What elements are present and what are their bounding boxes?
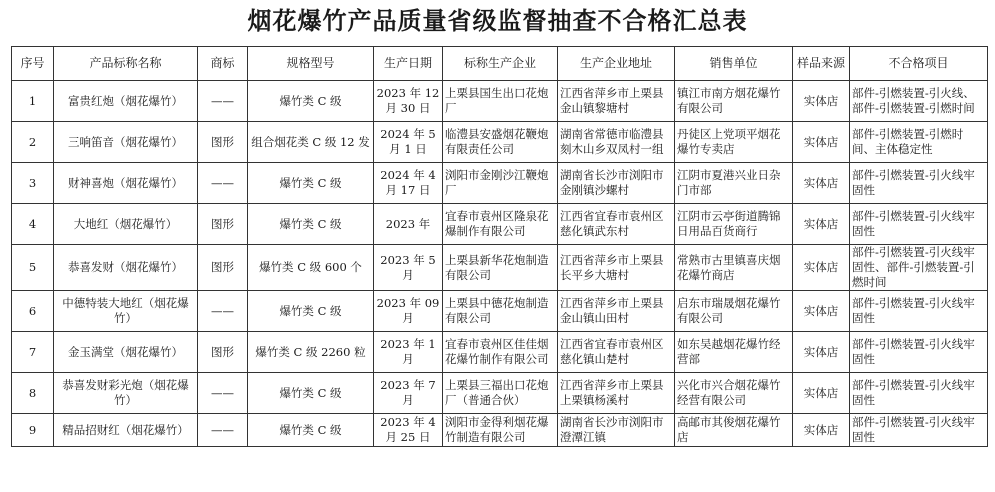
table-cell: 启东市瑞晟烟花爆竹有限公司 bbox=[675, 291, 793, 332]
table-cell: 2023 年 4 月 25 日 bbox=[374, 414, 443, 447]
table-cell: 2024 年 5 月 1 日 bbox=[374, 122, 443, 163]
table-cell: 宜春市袁州区佳佳烟花爆竹制作有限公司 bbox=[443, 332, 558, 373]
table-cell: —— bbox=[198, 373, 248, 414]
table-row bbox=[12, 332, 988, 373]
table-cell: 图形 bbox=[198, 332, 248, 373]
header-cell: 序号 bbox=[12, 47, 54, 81]
header-cell: 产品标称名称 bbox=[54, 47, 198, 81]
table-cell: 丹徒区上党项平烟花爆竹专卖店 bbox=[675, 122, 793, 163]
table-cell: 常熟市古里镇喜庆烟花爆竹商店 bbox=[675, 245, 793, 291]
table-cell: 图形 bbox=[198, 245, 248, 291]
table-cell: —— bbox=[198, 163, 248, 204]
nonconforming-summary-table bbox=[11, 46, 988, 447]
table-row bbox=[12, 291, 988, 332]
table-cell: 2024 年 4 月 17 日 bbox=[374, 163, 443, 204]
table-cell: 图形 bbox=[198, 204, 248, 245]
table-cell: 财神喜炮（烟花爆竹） bbox=[54, 163, 198, 204]
table-header-row bbox=[12, 47, 988, 81]
table-cell: 高邮市其俊烟花爆竹店 bbox=[675, 414, 793, 447]
table-cell: 7 bbox=[12, 332, 54, 373]
table-cell: 恭喜发财（烟花爆竹） bbox=[54, 245, 198, 291]
table-cell: 中德特装大地红（烟花爆竹） bbox=[54, 291, 198, 332]
table-cell: 江阴市夏港兴业日杂门市部 bbox=[675, 163, 793, 204]
table-cell: 江西省宜春市袁州区慈化镇山楚村 bbox=[558, 332, 675, 373]
table-cell: 浏阳市金得利烟花爆竹制造有限公司 bbox=[443, 414, 558, 447]
table-cell: 部件-引燃装置-引火线牢固性、部件-引燃装置-引燃时间 bbox=[850, 245, 988, 291]
table-cell: 上栗县国生出口花炮厂 bbox=[443, 81, 558, 122]
table-cell: 9 bbox=[12, 414, 54, 447]
table-cell: 实体店 bbox=[793, 122, 850, 163]
table-cell: 江西省萍乡市上栗县上栗镇杨溪村 bbox=[558, 373, 675, 414]
table-cell: 上栗县三福出口花炮厂（普通合伙） bbox=[443, 373, 558, 414]
table-cell: 湖南省长沙市浏阳市澄潭江镇 bbox=[558, 414, 675, 447]
table-cell: 精品招财红（烟花爆竹） bbox=[54, 414, 198, 447]
header-cell: 生产企业地址 bbox=[558, 47, 675, 81]
table-cell: 部件-引燃装置-引火线牢固性 bbox=[850, 332, 988, 373]
header-cell: 生产日期 bbox=[374, 47, 443, 81]
table-cell: 图形 bbox=[198, 122, 248, 163]
table-cell: 部件-引燃装置-引火线牢固性 bbox=[850, 163, 988, 204]
table-cell: 江西省萍乡市上栗县金山镇山田村 bbox=[558, 291, 675, 332]
table-cell: 恭喜发财彩光炮（烟花爆竹） bbox=[54, 373, 198, 414]
table-cell: 临澧县安盛烟花鞭炮有限责任公司 bbox=[443, 122, 558, 163]
table-cell: 2023 年 1 月 bbox=[374, 332, 443, 373]
table-cell: 爆竹类 C 级 bbox=[248, 81, 374, 122]
table-cell: 江西省萍乡市上栗县长平乡大塘村 bbox=[558, 245, 675, 291]
table-cell: 实体店 bbox=[793, 81, 850, 122]
table-cell: 宜春市袁州区隆泉花爆制作有限公司 bbox=[443, 204, 558, 245]
table-cell: 6 bbox=[12, 291, 54, 332]
table-cell: 2023 年 12 月 30 日 bbox=[374, 81, 443, 122]
table-cell: 江西省宜春市袁州区慈化镇武东村 bbox=[558, 204, 675, 245]
table-cell: 部件-引燃装置-引燃时间、主体稳定性 bbox=[850, 122, 988, 163]
table-cell: 上栗县新华花炮制造有限公司 bbox=[443, 245, 558, 291]
table-cell: 2023 年 09 月 bbox=[374, 291, 443, 332]
table-cell: 1 bbox=[12, 81, 54, 122]
table-cell: 实体店 bbox=[793, 414, 850, 447]
header-cell: 标称生产企业 bbox=[443, 47, 558, 81]
table-row bbox=[12, 414, 988, 447]
table-cell: 4 bbox=[12, 204, 54, 245]
table-cell: 部件-引燃装置-引火线牢固性 bbox=[850, 291, 988, 332]
table-row bbox=[12, 245, 988, 291]
table-cell: 5 bbox=[12, 245, 54, 291]
table-row bbox=[12, 81, 988, 122]
table-cell: 金玉满堂（烟花爆竹） bbox=[54, 332, 198, 373]
table-cell: 部件-引燃装置-引火线牢固性 bbox=[850, 204, 988, 245]
table-cell: 江阴市云亭街道腾锦日用品百货商行 bbox=[675, 204, 793, 245]
table-cell: 实体店 bbox=[793, 163, 850, 204]
table-cell: 爆竹类 C 级 2260 粒 bbox=[248, 332, 374, 373]
header-cell: 样品来源 bbox=[793, 47, 850, 81]
table-cell: 2 bbox=[12, 122, 54, 163]
table-cell: 实体店 bbox=[793, 245, 850, 291]
table-cell: 实体店 bbox=[793, 291, 850, 332]
table-cell: 大地红（烟花爆竹） bbox=[54, 204, 198, 245]
table-row bbox=[12, 204, 988, 245]
table-cell: 组合烟花类 C 级 12 发 bbox=[248, 122, 374, 163]
header-cell: 商标 bbox=[198, 47, 248, 81]
table-cell: 江西省萍乡市上栗县金山镇黎塘村 bbox=[558, 81, 675, 122]
table-cell: 爆竹类 C 级 bbox=[248, 204, 374, 245]
table-cell: 爆竹类 C 级 600 个 bbox=[248, 245, 374, 291]
table-cell: 如东吴越烟花爆竹经营部 bbox=[675, 332, 793, 373]
table-cell: 爆竹类 C 级 bbox=[248, 163, 374, 204]
header-cell: 不合格项目 bbox=[850, 47, 988, 81]
table-cell: 2023 年 5 月 bbox=[374, 245, 443, 291]
table-cell: 上栗县中德花炮制造有限公司 bbox=[443, 291, 558, 332]
table-cell: 爆竹类 C 级 bbox=[248, 373, 374, 414]
document-title: 烟花爆竹产品质量省级监督抽查不合格汇总表 bbox=[247, 7, 748, 35]
table-cell: 部件-引燃装置-引火线、部件-引燃装置-引燃时间 bbox=[850, 81, 988, 122]
table-cell: 部件-引燃装置-引火线牢固性 bbox=[850, 373, 988, 414]
table-cell: —— bbox=[198, 291, 248, 332]
table-cell: 兴化市兴合烟花爆竹经营有限公司 bbox=[675, 373, 793, 414]
table-cell: 2023 年 bbox=[374, 204, 443, 245]
table-cell: —— bbox=[198, 81, 248, 122]
table-cell: 镇江市南方烟花爆竹有限公司 bbox=[675, 81, 793, 122]
table-cell: 浏阳市金刚沙江鞭炮厂 bbox=[443, 163, 558, 204]
table-cell: 爆竹类 C 级 bbox=[248, 414, 374, 447]
table-cell: 湖南省常德市临澧县刻木山乡双凤村一组 bbox=[558, 122, 675, 163]
table-row bbox=[12, 122, 988, 163]
table-cell: 3 bbox=[12, 163, 54, 204]
table-cell: 三响笛音（烟花爆竹） bbox=[54, 122, 198, 163]
table-cell: 实体店 bbox=[793, 332, 850, 373]
table-row bbox=[12, 163, 988, 204]
header-cell: 规格型号 bbox=[248, 47, 374, 81]
table-cell: —— bbox=[198, 414, 248, 447]
table-cell: 部件-引燃装置-引火线牢固性 bbox=[850, 414, 988, 447]
table-cell: 湖南省长沙市浏阳市金刚镇沙螺村 bbox=[558, 163, 675, 204]
table-cell: 实体店 bbox=[793, 373, 850, 414]
table-row bbox=[12, 373, 988, 414]
table-cell: 2023 年 7 月 bbox=[374, 373, 443, 414]
table-cell: 实体店 bbox=[793, 204, 850, 245]
table-cell: 8 bbox=[12, 373, 54, 414]
table-cell: 富贵红炮（烟花爆竹） bbox=[54, 81, 198, 122]
header-cell: 销售单位 bbox=[675, 47, 793, 81]
table-cell: 爆竹类 C 级 bbox=[248, 291, 374, 332]
